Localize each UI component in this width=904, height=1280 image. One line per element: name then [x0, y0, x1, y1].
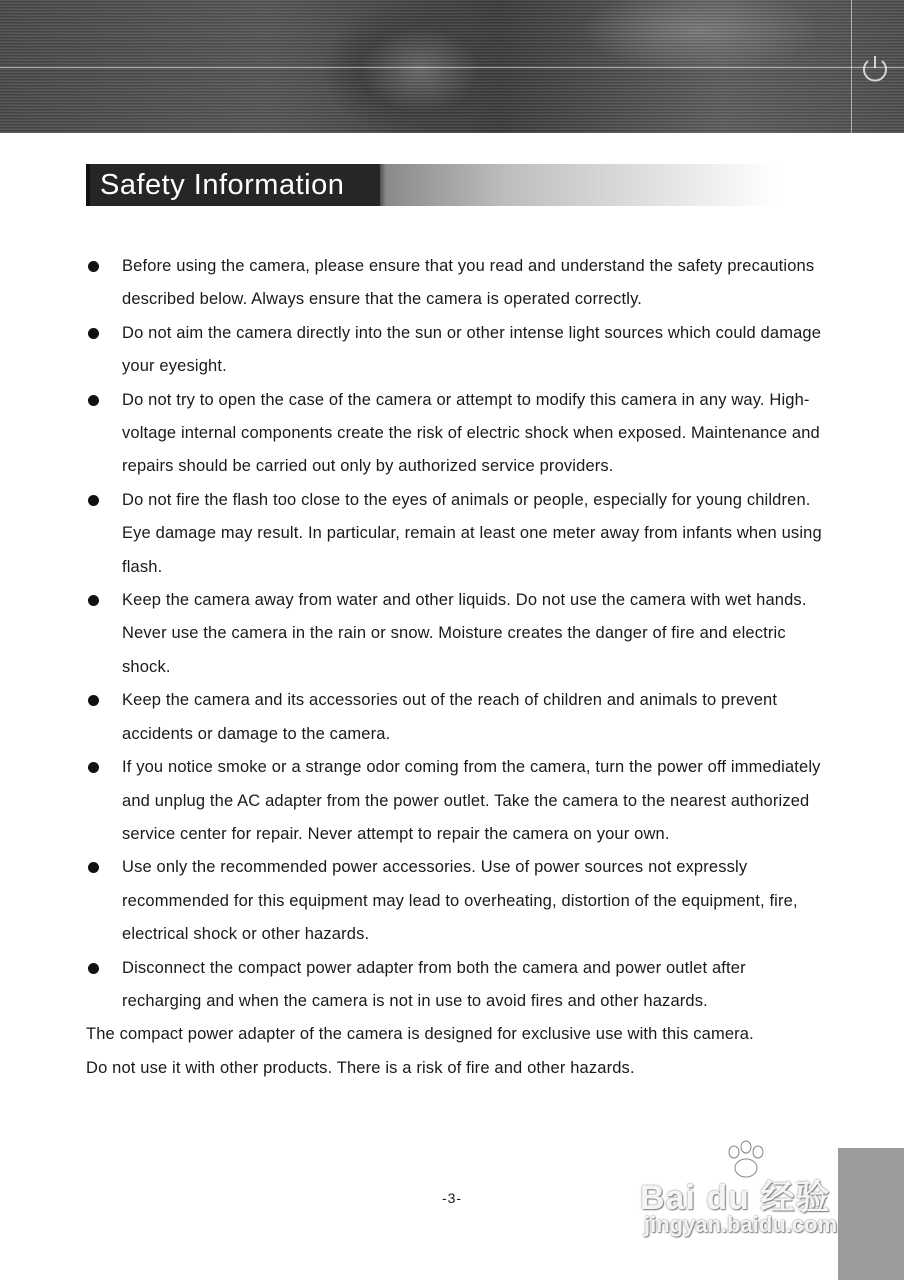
- bullet-item: [86, 952, 826, 1019]
- closing-line: The compact power adapter of the camera is designed for exclusive use with this camera.: [86, 1025, 754, 1044]
- title-box: [86, 164, 380, 206]
- bullet-item: [86, 384, 826, 484]
- bullet-dot-icon: [88, 762, 99, 773]
- bullet-dot-icon: [88, 261, 99, 272]
- section-title-bar: [86, 164, 778, 206]
- bullet-text: Do not aim the camera directly into the sun or other intense light sources which could damage your eyesight.: [122, 323, 822, 376]
- bullet-dot-icon: [88, 963, 99, 974]
- closing-note: [86, 1018, 826, 1085]
- bullet-text: Use only the recommended power accessories. Use of power sources not expressly recommended for this equipment may lead to overheating, distortion of the equipment, fire, electrical shock or other hazards.: [122, 858, 798, 944]
- bullet-text: If you notice smoke or a strange odor coming from the camera, turn the power off immediately and unplug the AC adapter from the power outlet. Take the camera to the nearest authorized service center for repair. Never attempt to repair the camera on your own.: [122, 758, 821, 843]
- bullet-dot-icon: [88, 862, 99, 873]
- bullet-text: Do not fire the flash too close to the eyes of animals or people, especially for young children. Eye damage may result. In particular, remain at least one meter away from infants when using flash.: [122, 490, 822, 576]
- bullet-item: [86, 751, 826, 851]
- bullet-item: [86, 851, 826, 951]
- watermark-brand: Bai du 经验: [640, 1179, 831, 1217]
- bullet-item: [86, 317, 826, 384]
- bullet-text: Disconnect the compact power adapter from both the camera and power outlet after recharging and when the camera is not in use to avoid fires and other hazards.: [122, 958, 746, 1010]
- bullet-item: [86, 250, 826, 317]
- bullet-dot-icon: [88, 595, 99, 606]
- header-divider-vertical: [851, 0, 852, 133]
- header-banner: [0, 0, 904, 133]
- bullet-dot-icon: [88, 495, 99, 506]
- bullet-item: [86, 584, 826, 684]
- bullet-dot-icon: [88, 395, 99, 406]
- bullet-dot-icon: [88, 328, 99, 339]
- bullet-item: [86, 684, 826, 751]
- header-divider-horizontal: [0, 67, 904, 68]
- closing-line: Do not use it with other products. There is a risk of fire and other hazards.: [86, 1058, 635, 1077]
- page-title: Safety Information: [100, 169, 345, 201]
- watermark: [640, 1140, 855, 1245]
- safety-content: [86, 250, 826, 1085]
- watermark-url: jingyan.baidu.com: [644, 1212, 838, 1237]
- bullet-text: Keep the camera and its accessories out of the reach of children and animals to prevent accidents or damage to the camera.: [122, 691, 778, 743]
- bullet-text: Do not try to open the case of the camera or attempt to modify this camera in any way. High-voltage internal components create the risk of electric shock when exposed. Maintenance and repairs should be carried out only by authorized service providers.: [122, 390, 820, 476]
- bullet-dot-icon: [88, 695, 99, 706]
- page-number: -3-: [441, 1190, 463, 1206]
- bullet-item: [86, 484, 826, 584]
- power-icon: [858, 52, 892, 86]
- bullet-text: Keep the camera away from water and other liquids. Do not use the camera with wet hands. Never use the camera in the rain or snow. Moisture creates the danger of fire and electric shock.: [122, 591, 807, 676]
- bullet-text: Before using the camera, please ensure that you read and understand the safety precautions described below. Always ensure that the camera is operated correctly.: [122, 257, 815, 309]
- safety-bullet-list: [86, 250, 826, 1018]
